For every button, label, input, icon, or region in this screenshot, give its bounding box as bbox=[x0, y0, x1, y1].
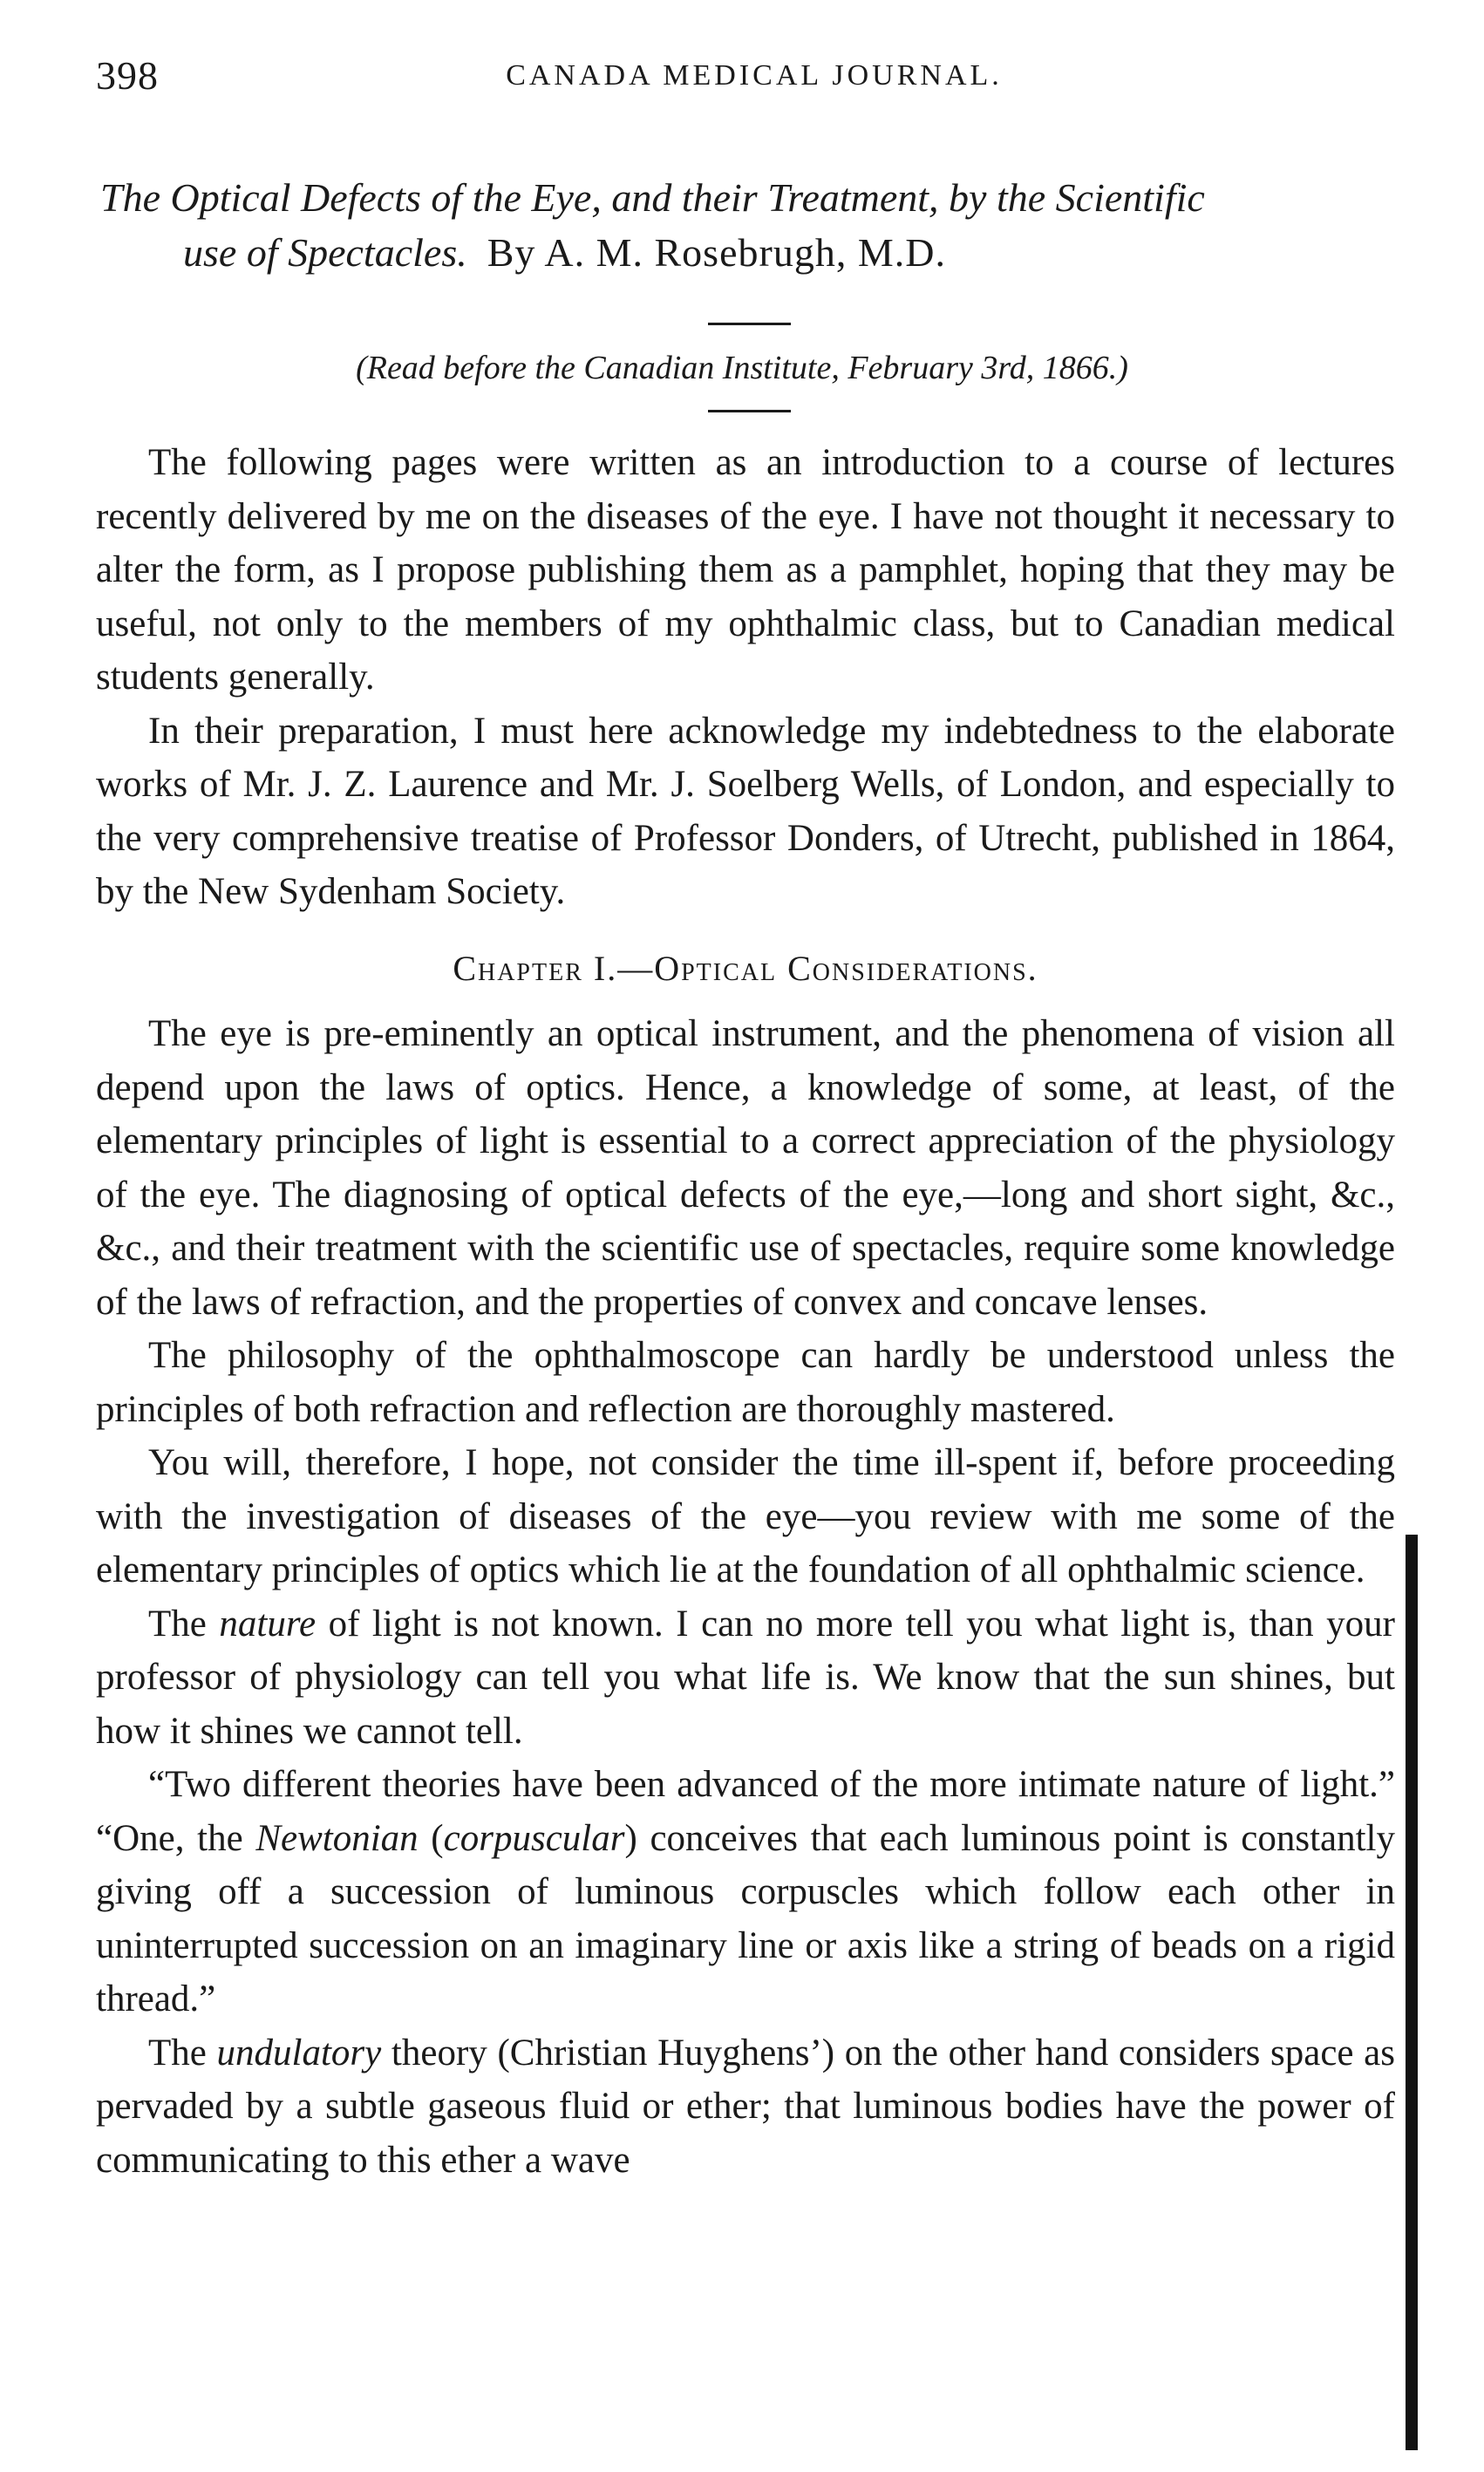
paragraph-4-text-b: of light is not known. I can no more tell you what light is, than your professor of physiology can tell you what life is. We know that the sun shines, but how it shines we cannot tell. bbox=[96, 1603, 1395, 1752]
paragraph-6-text-a: The bbox=[148, 2032, 217, 2074]
paragraph-4-text-a: The bbox=[148, 1603, 220, 1645]
paragraph-5-emphasis-1: Newtonian bbox=[255, 1817, 419, 1859]
chapter-paragraph-1: The eye is pre-eminently an optical instrument, and the phenomena of vision all depend upon the laws of optics. Hence, a knowledge of some, at least, of the elementary principles of light is essential to a correct appreciation of the physiology of the eye. The diagnosing of optical defects of the eye,—long and short sight, &c., &c., and their treatment with the scientific use of spectacles, require some knowledge of the laws of refraction, and the properties of convex and concave lenses. bbox=[96, 1013, 1395, 1323]
chapter-paragraph-2: The philosophy of the ophthalmoscope can hardly be understood unless the principles of both refraction and reflection are thoroughly mastered. bbox=[96, 1335, 1395, 1430]
paragraph-5-emphasis-2: corpuscular bbox=[443, 1817, 625, 1859]
intro-paragraph-1: The following pages were written as an introduction to a course of lectures recently delivered by me on the diseases of the eye. I have not thought it necessary to alter the form, as I propose publishing them as a pamphlet, hoping that they may be useful, not only to the members of my ophthalmic class, but to Canadian medical students generally. bbox=[96, 442, 1395, 698]
read-before-note: (Read before the Canadian Institute, February 3rd, 1866.) bbox=[356, 350, 1128, 386]
paragraph-5-text-a: “Two different theories have been advanced of the more intimate nature of light.” “One, the bbox=[96, 1764, 1395, 1859]
intro-paragraph-2: In their preparation, I must here acknowledge my indebtedness to the elaborate works of Mr. J. Z. Laurence and Mr. J. Soelberg Wells, of London, and especially to the very comprehensive treatise of Professor Donders, of Utrecht, published in 1864, by the New Sydenham Society. bbox=[96, 710, 1395, 912]
article-title-continuation: use of Spectacles. bbox=[183, 230, 467, 275]
chapter-paragraph-6 bbox=[96, 2026, 1395, 2188]
chapter-paragraph-4 bbox=[96, 1597, 1395, 1759]
body-text bbox=[96, 436, 1395, 2187]
page-edge-shadow bbox=[1406, 1535, 1418, 2450]
paragraph-4-emphasis: nature bbox=[219, 1603, 317, 1645]
page-number: 398 bbox=[96, 53, 159, 98]
paragraph-5-text-c: ) conceives that each luminous point is constantly giving off a succession of luminous corpuscles which follow each other in uninterrupted succession on an imaginary line or axis like a string of beads on a rigid thread.” bbox=[96, 1817, 1395, 2019]
article-byline: By A. M. Rosebrugh, M.D. bbox=[487, 230, 946, 275]
chapter-heading: Chapter I.—Optical Considerations. bbox=[453, 948, 1038, 988]
divider-rule-top bbox=[708, 323, 791, 325]
journal-title: CANADA MEDICAL JOURNAL. bbox=[506, 59, 1003, 92]
divider-rule-bottom bbox=[708, 410, 791, 412]
article-title-line-1: The Optical Defects of the Eye, and their Treatment, by the Scientific bbox=[100, 175, 1205, 220]
article-title bbox=[100, 170, 1426, 280]
paragraph-6-emphasis: undulatory bbox=[216, 2032, 382, 2074]
chapter-paragraph-3: You will, therefore, I hope, not consider the time ill-spent if, before proceeding with the investigation of diseases of the eye—you review with me some of the elementary principles of optics which lie at the foundation of all ophthalmic science. bbox=[96, 1442, 1395, 1590]
running-head bbox=[96, 52, 1413, 113]
article-title-line-2 bbox=[100, 225, 1426, 280]
paragraph-5-text-b: ( bbox=[418, 1817, 444, 1859]
paragraph-6-text-b: theory (Christian Huyghens’) on the other hand considers space as pervaded by a subtle gaseous fluid or ether; that luminous bodies have the power of communicating to this ether a wave bbox=[96, 2032, 1395, 2181]
chapter-paragraph-5 bbox=[96, 1758, 1395, 2026]
